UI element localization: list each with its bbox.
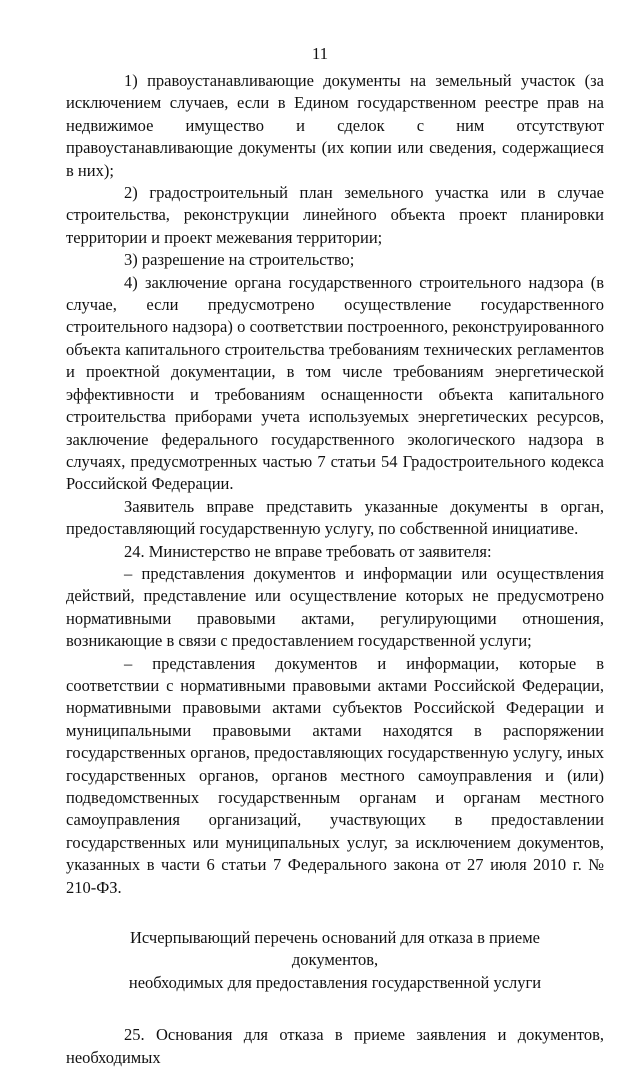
clause-24-dash-1: – представления документов и информации или осуществления действий, представление или осуществление которых не предусмотрено нормативными правовыми актами, регулирующими отношения, возникающие в связи с предоставлением государственной услуги; — [66, 563, 604, 651]
section-heading-line-1: Исчерпывающий перечень оснований для отказа в приеме документов, — [130, 928, 540, 970]
clause-24-dash-2: – представления документов и информации, которые в соответствии с нормативными правовыми актами Российской Федерации, нормативными правовыми актами субъектов Российской Федерации и муниципальными правовыми актами находятся в распоряжении государственных органов, предоставляющих государственную услугу, иных государственных органов, органов местного самоуправления и (или) подведомственных государственным органам и органам местного самоуправления организаций, участвующих в предоставлении государственных или муниципальных услуг, за исключением документов, указанных в части 6 статьи 7 Федерального закона от 27 июля 2010 г. № 210-ФЗ. — [66, 653, 604, 897]
clause-25-start: 25. Основания для отказа в приеме заявления и документов, необходимых — [66, 1025, 604, 1067]
section-heading — [86, 927, 584, 994]
item-4-supervision-conclusion: 4) заключение органа государственного строительного надзора (в случае, если предусмотрено осуществление государственного строительного надзора) о соответствии построенного, реконструированного объекта капитального строительства требованиям технических регламентов и проектной документации, в том числе требованиям энергетической эффективности и требованиям оснащенности объекта капитального строительства приборами учета используемых энергетических ресурсов, заключение федерального государственного экологического надзора в случаях, предусмотренных частью 7 статьи 54 Градостроительного кодекса Российской Федерации. — [66, 272, 604, 494]
document-body — [66, 70, 604, 1069]
item-3-construction-permit: 3) разрешение на строительство; — [124, 250, 355, 270]
item-1-title-documents: 1) правоустанавливающие документы на земельный участок (за исключением случаев, если в Едином государственном реестре прав на недвижимое имущество и сделок с ним отсутствуют правоустанавливающие документы (их копии или сведения, содержащиеся в них); — [66, 71, 604, 180]
section-heading-line-2: необходимых для предоставления государственной услуги — [128, 972, 542, 992]
applicant-right-paragraph: Заявитель вправе представить указанные документы в орган, предоставляющий государственную услугу, по собственной инициативе. — [66, 496, 604, 539]
page-number: 11 — [311, 44, 329, 63]
item-2-urban-plan: 2) градостроительный план земельного участка или в случае строительства, реконструкции линейного объекта проект планировки территории и проект межевания территории; — [66, 183, 604, 247]
clause-24-intro: 24. Министерство не вправе требовать от заявителя: — [124, 541, 492, 561]
